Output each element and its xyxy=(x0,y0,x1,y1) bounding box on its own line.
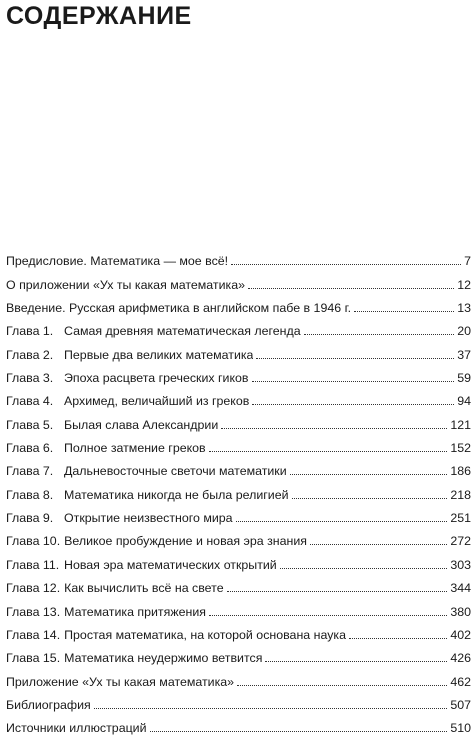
toc-entry-title: Введение. Русская арифметика в английском пабе в 1946 г. xyxy=(6,301,352,316)
toc-dot-leader xyxy=(310,544,447,545)
toc-entry-page-number: 12 xyxy=(457,277,471,292)
toc-dot-leader xyxy=(227,591,448,592)
toc-entry[interactable] xyxy=(6,315,471,338)
toc-entry-page-number: 507 xyxy=(450,697,471,712)
toc-entry[interactable] xyxy=(6,338,471,361)
toc-dot-leader xyxy=(248,288,454,289)
toc-entry-chapter-number: Глава 11. xyxy=(6,557,60,572)
toc-entry-title: Библиография xyxy=(6,697,91,712)
toc-entry[interactable] xyxy=(6,362,471,385)
toc-entry-page-number: 344 xyxy=(450,581,471,596)
toc-dot-leader xyxy=(304,334,455,335)
toc-entry-title: Простая математика, на которой основана наука xyxy=(64,627,347,642)
toc-entry[interactable] xyxy=(6,642,471,665)
toc-entry-page-number: 303 xyxy=(450,557,471,572)
toc-entry-title: Дальневосточные светочи математики xyxy=(64,464,287,479)
toc-entry[interactable] xyxy=(6,689,471,712)
toc-dot-leader xyxy=(292,498,448,499)
toc-entry-title: Математика неудержимо ветвится xyxy=(64,651,263,666)
toc-entry-page-number: 251 xyxy=(450,511,471,526)
toc-entry-title: О приложении «Ух ты какая математика» xyxy=(6,277,245,292)
toc-entry-chapter-number: Глава 3. xyxy=(6,371,54,386)
toc-entry-page-number: 462 xyxy=(450,674,471,689)
toc-entry[interactable] xyxy=(6,595,471,618)
toc-entry-page-number: 59 xyxy=(457,371,471,386)
toc-dot-leader xyxy=(265,661,447,662)
toc-dot-leader xyxy=(354,311,454,312)
toc-dot-leader xyxy=(221,428,447,429)
toc-entry-chapter-number: Глава 7. xyxy=(6,464,54,479)
toc-dot-leader xyxy=(252,404,454,405)
toc-entry[interactable] xyxy=(6,292,471,315)
table-of-contents xyxy=(6,245,471,735)
page-title: СОДЕРЖАНИЕ xyxy=(6,2,192,30)
toc-entry-page-number: 20 xyxy=(457,324,471,339)
toc-entry-title: Источники иллюстраций xyxy=(6,721,147,735)
toc-entry[interactable] xyxy=(6,245,471,268)
toc-entry-chapter-number: Глава 5. xyxy=(6,417,54,432)
toc-entry[interactable] xyxy=(6,385,471,408)
toc-entry-title: Предисловие. Математика — мое всё! xyxy=(6,254,229,269)
toc-entry-page-number: 272 xyxy=(450,534,471,549)
toc-entry-page-number: 37 xyxy=(457,347,471,362)
toc-entry-page-number: 7 xyxy=(464,254,471,269)
toc-entry[interactable] xyxy=(6,548,471,571)
toc-entry-page-number: 426 xyxy=(450,651,471,666)
toc-entry[interactable] xyxy=(6,478,471,501)
toc-dot-leader xyxy=(236,521,448,522)
toc-dot-leader xyxy=(252,381,455,382)
toc-entry-title: Как вычислить всё на свете xyxy=(64,581,224,596)
toc-entry-title: Новая эра математических открытий xyxy=(64,557,277,572)
toc-entry-page-number: 218 xyxy=(450,487,471,502)
toc-dot-leader xyxy=(231,264,461,265)
toc-entry-chapter-number: Глава 6. xyxy=(6,441,54,456)
toc-entry-chapter-number: Глава 14. xyxy=(6,627,61,642)
toc-entry[interactable] xyxy=(6,268,471,291)
toc-entry-chapter-number: Глава 9. xyxy=(6,511,54,526)
toc-dot-leader xyxy=(150,731,448,732)
toc-entry-title: Полное затмение греков xyxy=(64,441,206,456)
toc-entry-chapter-number: Глава 12. xyxy=(6,581,61,596)
toc-entry-title: Самая древняя математическая легенда xyxy=(64,324,301,339)
toc-entry-page-number: 380 xyxy=(450,604,471,619)
toc-entry-chapter-number: Глава 15. xyxy=(6,651,61,666)
toc-entry-chapter-number: Глава 10. xyxy=(6,534,61,549)
toc-entry-title: Открытие неизвестного мира xyxy=(64,511,233,526)
toc-entry-title: Великое пробуждение и новая эра знания xyxy=(64,534,307,549)
toc-entry-page-number: 13 xyxy=(457,301,471,316)
toc-entry-page-number: 152 xyxy=(450,441,471,456)
toc-dot-leader xyxy=(349,638,447,639)
toc-entry-title: Математика притяжения xyxy=(64,604,206,619)
toc-entry-chapter-number: Глава 2. xyxy=(6,347,54,362)
toc-entry-chapter-number: Глава 13. xyxy=(6,604,61,619)
toc-entry[interactable] xyxy=(6,572,471,595)
toc-dot-leader xyxy=(256,358,454,359)
toc-entry-chapter-number: Глава 8. xyxy=(6,487,54,502)
toc-dot-leader xyxy=(209,451,448,452)
toc-entry-page-number: 510 xyxy=(450,721,471,735)
toc-entry-title: Первые два великих математика xyxy=(64,347,254,362)
toc-entry[interactable] xyxy=(6,455,471,478)
toc-dot-leader xyxy=(94,708,448,709)
toc-entry-page-number: 402 xyxy=(450,627,471,642)
toc-entry[interactable] xyxy=(6,712,471,735)
toc-entry[interactable] xyxy=(6,525,471,548)
toc-dot-leader xyxy=(290,474,448,475)
toc-entry[interactable] xyxy=(6,408,471,431)
toc-entry[interactable] xyxy=(6,619,471,642)
toc-entry-page-number: 94 xyxy=(457,394,471,409)
toc-entry-title: Приложение «Ух ты какая математика» xyxy=(6,674,235,689)
toc-entry-title: Былая слава Александрии xyxy=(64,417,219,432)
toc-dot-leader xyxy=(209,615,447,616)
toc-entry-chapter-number: Глава 4. xyxy=(6,394,54,409)
toc-entry-title: Математика никогда не была религией xyxy=(64,487,289,502)
toc-entry-page-number: 186 xyxy=(450,464,471,479)
toc-entry[interactable] xyxy=(6,502,471,525)
toc-entry-page-number: 121 xyxy=(450,417,471,432)
toc-entry-chapter-number: Глава 1. xyxy=(6,324,54,339)
toc-dot-leader xyxy=(237,685,447,686)
toc-entry-title: Архимед, величайший из греков xyxy=(64,394,250,409)
toc-dot-leader xyxy=(280,568,448,569)
toc-entry-title: Эпоха расцвета греческих гиков xyxy=(64,371,249,386)
toc-entry[interactable] xyxy=(6,665,471,688)
toc-entry[interactable] xyxy=(6,432,471,455)
